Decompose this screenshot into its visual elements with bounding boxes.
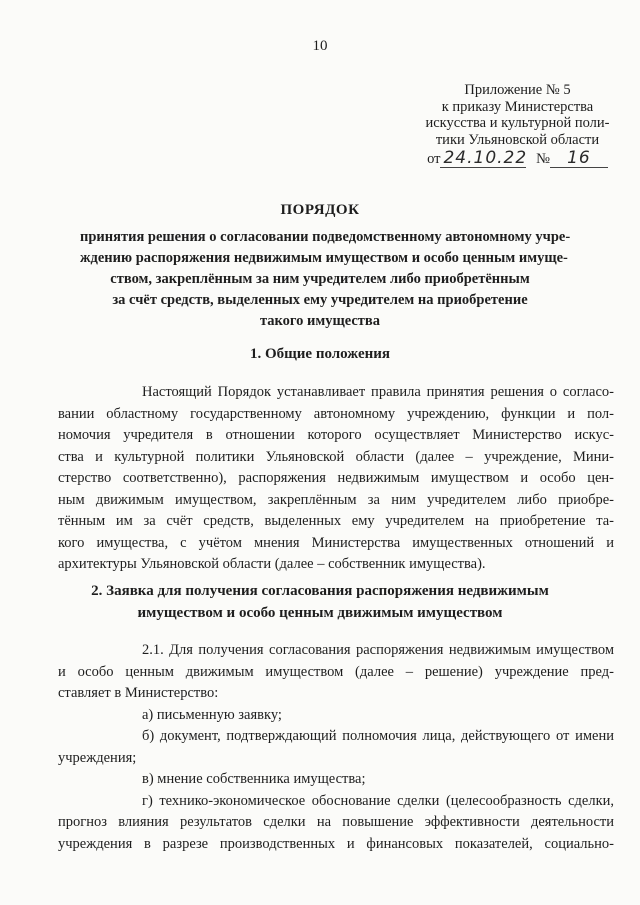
section-1-heading: 1. Общие положения [249,346,391,362]
appendix-block [420,82,615,168]
number-prefix: № [536,151,550,167]
title-line: принятия решения о согласовании подведомственному автономному учре- [80,229,571,245]
page-number: 10 [312,38,328,54]
paragraph-line: ства и культурной политики Ульяновской области (далее – учреждение, Мини- [58,448,614,465]
paragraph-line: Настоящий Порядок устанавливает правила принятия решения о согласо- [142,384,614,400]
list-item-b: б) документ, подтверждающий полномочия лица, действующего от имени [142,728,614,744]
appendix-line: тики Ульяновской области [435,131,600,148]
title-line: за счёт средств, выделенных ему учредителем на приобретение [112,292,528,308]
section-2-heading [40,580,600,624]
paragraph-line: стерство соответственно), распоряжения недвижимым имуществом и особо цен- [58,470,614,486]
paragraph-line: ным движимым имуществом, закреплённым за ним учредителем либо приобре- [58,491,614,508]
list-item-a: а) письменную заявку; [142,706,282,723]
appendix-line: к приказу Министерства [441,98,594,115]
list-item-g-cont: прогноз влияния результатов сделки на повышение эффективности деятельности [58,814,614,830]
document-title [80,200,571,332]
paragraph-line: кого имущества, с учётом мнения Министерства имущественных отношений и [58,534,614,551]
heading-line: 2. Заявка для получения согласования распоряжения недвижимым [91,583,549,599]
list-item-g: г) технико-экономическое обоснование сделки (целесообразность сделки, [142,792,614,809]
list-item-v: в) мнение собственника имущества; [142,771,366,787]
paragraph-line: архитектуры Ульяновской области (далее – собственник имущества). [58,556,486,572]
section-1-paragraph [58,382,614,576]
section-2-body [58,640,614,855]
handwritten-number: 16 [550,149,608,168]
appendix-line: искусства и культурной поли- [425,115,610,131]
order-date-number-line [420,149,615,168]
paragraph-line: и особо ценным движимым имуществом (далее – решение) учреждение пред- [58,663,614,680]
handwritten-date: 24.10.22 [440,149,526,168]
date-prefix: от [427,151,441,167]
paragraph-line: ставляет в Министерство: [58,685,219,701]
title-line: такого имущества [259,313,381,329]
appendix-title: Приложение № 5 [464,82,571,98]
list-item-b-cont: учреждения; [58,749,137,766]
title-line: ждению распоряжения недвижимым имуществом и особо ценным имуще- [80,250,568,266]
paragraph-line: 2.1. Для получения согласования распоряжения недвижимым имуществом [142,642,614,658]
paragraph-line: номочия учредителя в отношении которого осуществляет Министерство искус- [58,427,614,443]
heading-line: имуществом и особо ценным движимым имуществом [137,605,503,621]
paragraph-line: вании областному государственному автономному учреждению, функции и пол- [58,405,614,422]
title-line: ством, закреплённым за ним учредителем либо приобретённым [110,271,530,287]
list-item-g-cont: учреждения в разрезе производственных и финансовых показателей, социально- [58,835,614,852]
paragraph-line: тённым им за счёт средств, выделенных ему учредителем на приобретение та- [58,513,614,529]
title-main: ПОРЯДОК [280,202,360,218]
